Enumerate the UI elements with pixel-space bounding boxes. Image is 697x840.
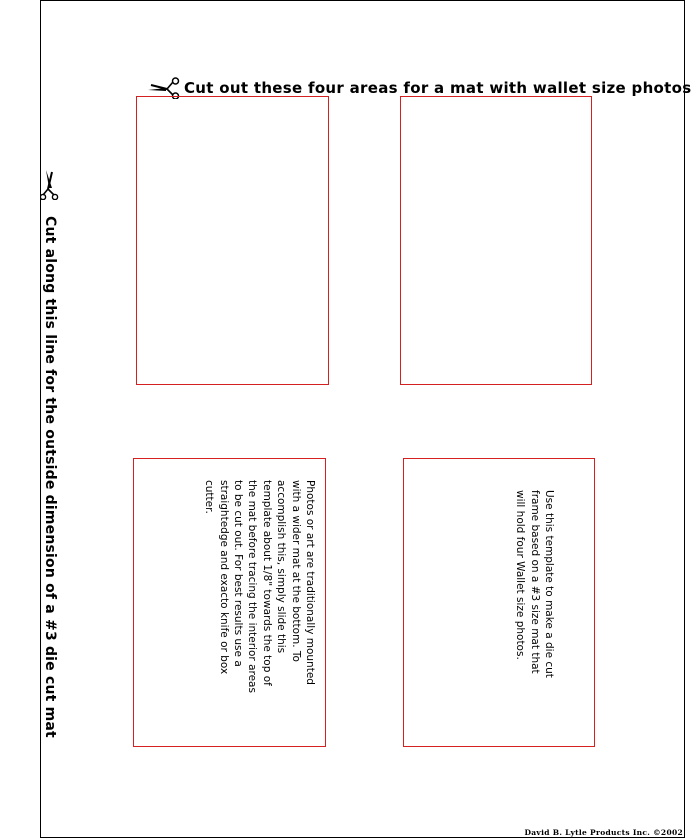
cutout-area-top-right [400,96,592,385]
top-instruction-text: Cut out these four areas for a mat with wallet size photos [184,79,692,97]
scissors-icon [40,170,60,200]
side-instruction [40,170,60,738]
side-instruction-text: Cut along this line for the outside dimension of a #3 die cut mat [42,216,58,738]
cutout-area-bottom-right [403,458,595,747]
usage-note: Use this template to make a die cut frame based on a #3 size mat that will hold four Wallet size photos. [514,490,555,678]
copyright-credit: David B. Lytle Products Inc. ©2002 [524,828,683,837]
mounting-note: Photos or art are traditionally mounted with a wider mat at the bottom. To accomplish this, simply slide this template about 1/8" towards the top of the mat before tracing the interior areas to be cut out. For best results use a straightedge and exacto knife or box cutter. [203,480,316,693]
cutout-area-top-left [136,96,329,385]
